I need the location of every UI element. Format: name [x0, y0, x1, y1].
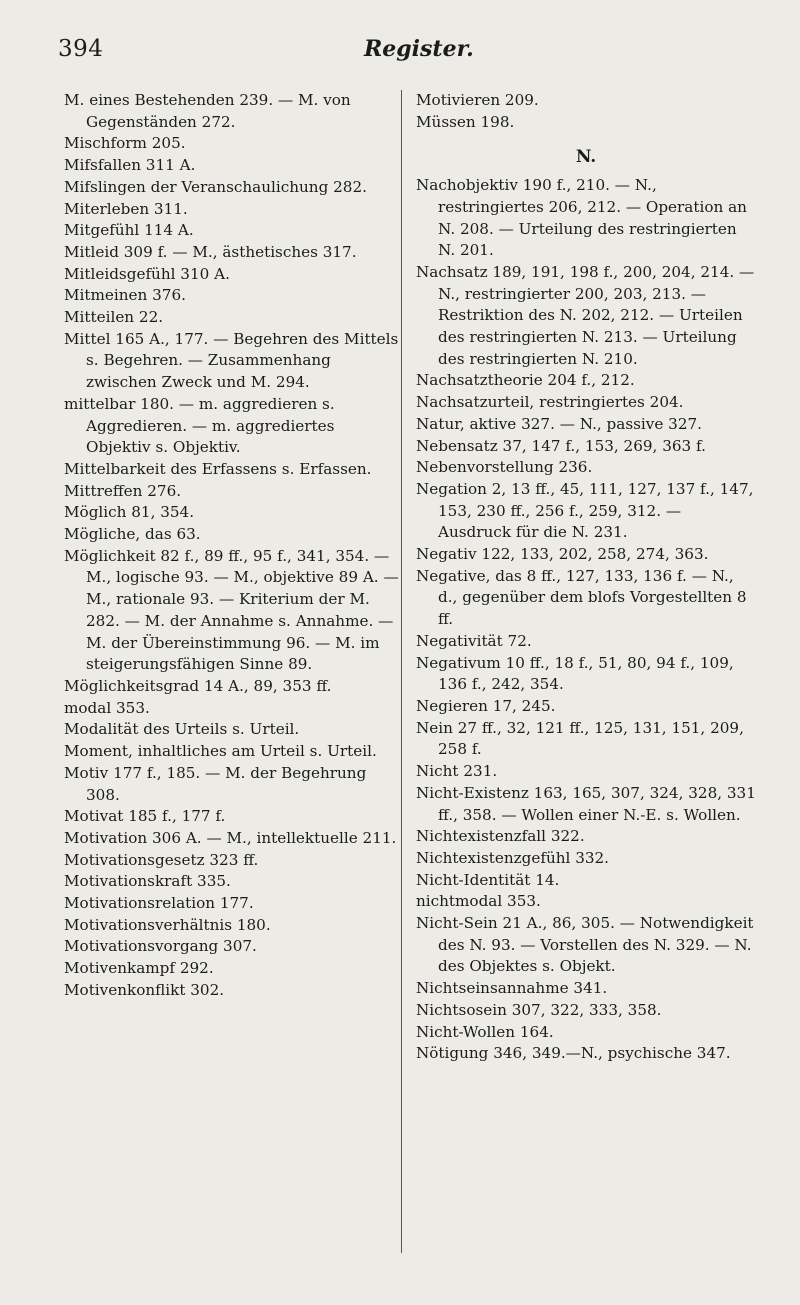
index-entry: Mitteilen 22.: [64, 308, 164, 327]
index-entry: Mischform 205.: [64, 134, 186, 153]
index-entry: Motivat 185 f., 177 f.: [64, 807, 226, 826]
index-entry: Nachsatztheorie 204 f., 212.: [416, 371, 635, 390]
index-column-left: [64, 90, 399, 1002]
index-entry: Nichtseinsannahme 341.: [416, 979, 608, 998]
index-entry: Nicht-Existenz 163, 165, 307, 324, 328, 331 ff., 358. — Wollen einer N.-E. s. Wollen.: [416, 783, 756, 824]
index-entry: Nachobjektiv 190 f., 210. — N., restringiertes 206, 212. — Operation an N. 208. — Urteilung des restringierten N. 201.: [416, 176, 747, 260]
index-entry: Nicht 231.: [416, 762, 498, 781]
index-entry: Motivationsvorgang 307.: [64, 937, 257, 956]
index-entry: Mifsfallen 311 A.: [64, 156, 196, 175]
index-entry: Negative, das 8 ff., 127, 133, 136 f. — N., d., gegenüber dem blofs Vorgestellten 8 ff.: [416, 566, 747, 629]
index-entry: Nicht-Sein 21 A., 86, 305. — Notwendigkeit des N. 93. — Vorstellen des N. 329. — N. des Objektes s. Objekt.: [416, 914, 754, 976]
index-entry: mittelbar 180. — m. aggredieren s. Aggredieren. — m. aggrediertes Objektiv s. Objektiv.: [64, 394, 335, 457]
index-entry: Nachsatz 189, 191, 198 f., 200, 204, 214. — N., restringierter 200, 203, 213. — Restriktion des N. 202, 212. — Urteilen des restringierten N. 213. — Urteilung des restringierten N. 210.: [416, 262, 755, 368]
index-entry: Nötigung 346, 349.—N., psychische 347.: [416, 1044, 731, 1063]
index-entry: Mitgefühl 114 A.: [64, 221, 194, 240]
index-entry: Motivenkonflikt 302.: [64, 980, 225, 999]
index-entry: Nachsatzurteil, restringiertes 204.: [416, 393, 684, 412]
index-entry: Motivationsgesetz 323 ff.: [64, 850, 259, 869]
index-entry: nichtmodal 353.: [416, 892, 541, 911]
index-entries-m-continued: [416, 90, 756, 133]
index-entry: M. eines Bestehenden 239. — M. von Gegenständen 272.: [64, 91, 351, 131]
index-entry: Mifslingen der Veranschaulichung 282.: [64, 177, 367, 196]
index-entry: Motivationsrelation 177.: [64, 894, 254, 913]
index-column-right: [416, 90, 756, 1065]
index-entry: Nichtexistenzfall 322.: [416, 827, 585, 846]
index-entry: Negativum 10 ff., 18 f., 51, 80, 94 f., 109, 136 f., 242, 354.: [416, 653, 734, 694]
index-entry: Natur, aktive 327. — N., passive 327.: [416, 414, 702, 433]
index-entry: Möglichkeit 82 f., 89 ff., 95 f., 341, 354. — M., logische 93. — M., objektive 89 A. — M., rationale 93. — Kriterium der M. 282. — M. der Annahme s. Annahme. — M. der Übereinstimmung 96. — M. im steigerungsfähigen Sinne 89.: [64, 546, 399, 674]
index-entry: Miterleben 311.: [64, 199, 188, 218]
index-entry: Nichtsosein 307, 322, 333, 358.: [416, 1000, 662, 1019]
index-entry: Nebensatz 37, 147 f., 153, 269, 363 f.: [416, 436, 706, 455]
column-divider: [401, 90, 402, 1253]
index-entry: Negation 2, 13 ff., 45, 111, 127, 137 f., 147, 153, 230 ff., 256 f., 259, 312. — Ausdruck für die N. 231.: [416, 479, 754, 542]
index-entry: Nichtexistenzgefühl 332.: [416, 848, 610, 867]
index-entry: Negieren 17, 245.: [416, 696, 556, 715]
index-entry: Modalität des Urteils s. Urteil.: [64, 720, 300, 739]
index-entry: Mitleidsgefühl 310 A.: [64, 264, 230, 283]
section-letter: N.: [575, 147, 597, 168]
index-entry: Mitleid 309 f. — M., ästhetisches 317.: [64, 242, 357, 261]
index-entry: Müssen 198.: [416, 112, 515, 131]
running-title: Register.: [364, 36, 474, 62]
index-entry: Mögliche, das 63.: [64, 525, 201, 544]
page-header: [52, 36, 752, 66]
index-entry: Motivenkampf 292.: [64, 959, 214, 978]
index-entry: Möglichkeitsgrad 14 A., 89, 353 ff.: [64, 676, 332, 695]
index-entry: Moment, inhaltliches am Urteil s. Urteil.: [64, 742, 377, 761]
index-entry: Motivationskraft 335.: [64, 872, 231, 891]
index-entry: Negativ 122, 133, 202, 258, 274, 363.: [416, 545, 709, 564]
index-entry: Mittelbarkeit des Erfassens s. Erfassen.: [64, 459, 372, 478]
index-entry: Motivationsverhältnis 180.: [64, 915, 271, 934]
index-entry: Möglich 81, 354.: [64, 503, 195, 522]
index-entry: modal 353.: [64, 698, 150, 717]
index-entry: Motivieren 209.: [416, 91, 539, 109]
index-entry: Motiv 177 f., 185. — M. der Begehrung 308.: [64, 763, 367, 804]
index-entry: Nicht-Wollen 164.: [416, 1022, 554, 1041]
index-entry: Mittreffen 276.: [64, 481, 182, 500]
index-entry: Mittel 165 A., 177. — Begehren des Mittels s. Begehren. — Zusammenhang zwischen Zweck und M. 294.: [64, 329, 399, 392]
index-entry: Mitmeinen 376.: [64, 286, 186, 305]
index-entry: Nicht-Identität 14.: [416, 870, 560, 889]
page-number: 394: [58, 36, 104, 62]
index-entry: Nein 27 ff., 32, 121 ff., 125, 131, 151, 209, 258 f.: [416, 718, 744, 759]
index-entry: Nebenvorstellung 236.: [416, 458, 593, 477]
index-entry: Motivation 306 A. — M., intellektuelle 211.: [64, 828, 397, 847]
index-entries-n: [416, 175, 756, 1065]
index-entry: Negativität 72.: [416, 631, 532, 650]
